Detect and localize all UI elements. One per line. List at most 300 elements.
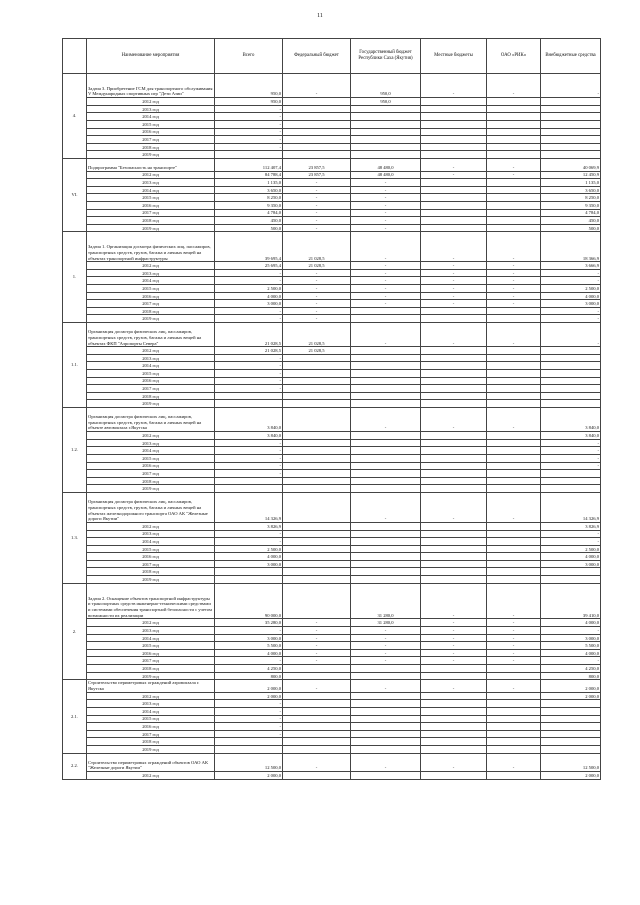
amount-cell: [283, 576, 351, 584]
amount-cell: [487, 377, 541, 385]
year-row: [63, 672, 601, 680]
amount-cell: [351, 113, 421, 121]
year-label: 2017 год: [87, 209, 215, 217]
year-row: [63, 277, 601, 285]
year-row: [63, 771, 601, 779]
year-label: 2013 год: [87, 530, 215, 538]
year-row: [63, 560, 601, 568]
amount-cell: [351, 105, 421, 113]
amount-cell: [421, 136, 487, 144]
amount-cell: 3 826,9: [541, 522, 601, 530]
amount-cell: -: [487, 262, 541, 270]
amount-cell: -: [351, 232, 421, 262]
amount-cell: [283, 432, 351, 440]
year-label: 2012 год: [87, 262, 215, 270]
amount-cell: [215, 738, 283, 746]
amount-cell: [283, 454, 351, 462]
year-label: 2019 год: [87, 315, 215, 323]
year-label: 2012 год: [87, 692, 215, 700]
amount-cell: 5 500,0: [215, 642, 283, 650]
amount-cell: -: [215, 370, 283, 378]
amount-cell: [487, 136, 541, 144]
year-row: [63, 470, 601, 478]
year-label: 2015 год: [87, 715, 215, 723]
amount-cell: [487, 385, 541, 393]
year-row: [63, 105, 601, 113]
amount-cell: 1 135,0: [541, 179, 601, 187]
amount-cell: [487, 392, 541, 400]
year-label: 2018 год: [87, 392, 215, 400]
amount-cell: [421, 700, 487, 708]
amount-cell: [541, 136, 601, 144]
amount-cell: [487, 545, 541, 553]
amount-cell: 4 784,0: [215, 209, 283, 217]
year-label: 2017 год: [87, 657, 215, 665]
table-body: [63, 74, 601, 780]
amount-cell: -: [351, 194, 421, 202]
amount-cell: -: [215, 105, 283, 113]
amount-cell: 3 840,0: [215, 407, 283, 431]
amount-cell: 800,0: [541, 672, 601, 680]
year-row: [63, 209, 601, 217]
table-row: [63, 158, 601, 171]
amount-cell: 21 028,5: [215, 323, 283, 347]
amount-cell: -: [215, 315, 283, 323]
amount-cell: 5 500,0: [541, 642, 601, 650]
amount-cell: -: [351, 269, 421, 277]
year-row: [63, 98, 601, 106]
amount-cell: [421, 217, 487, 225]
year-label: 2019 год: [87, 485, 215, 493]
amount-cell: 9 350,0: [541, 201, 601, 209]
amount-cell: [487, 201, 541, 209]
amount-cell: [421, 347, 487, 355]
amount-cell: 3 840,0: [541, 407, 601, 431]
amount-cell: -: [351, 627, 421, 635]
amount-cell: [421, 377, 487, 385]
amount-cell: [421, 128, 487, 136]
amount-cell: -: [351, 634, 421, 642]
amount-cell: -: [283, 277, 351, 285]
amount-cell: -: [421, 642, 487, 650]
amount-cell: [421, 186, 487, 194]
header-local: Местные бюджеты: [421, 39, 487, 74]
year-row: [63, 315, 601, 323]
year-label: 2018 год: [87, 307, 215, 315]
amount-cell: [283, 151, 351, 159]
amount-cell: -: [351, 285, 421, 293]
amount-cell: [487, 120, 541, 128]
amount-cell: -: [421, 619, 487, 627]
amount-cell: [215, 568, 283, 576]
amount-cell: [283, 98, 351, 106]
year-row: [63, 657, 601, 665]
year-label: 2015 год: [87, 370, 215, 378]
amount-cell: [421, 745, 487, 753]
amount-cell: 48 480,0: [351, 158, 421, 171]
amount-cell: 3 000,0: [541, 560, 601, 568]
year-label: 2017 год: [87, 730, 215, 738]
amount-cell: [421, 143, 487, 151]
amount-cell: [541, 105, 601, 113]
amount-cell: [541, 120, 601, 128]
amount-cell: -: [283, 300, 351, 308]
year-label: 2014 год: [87, 447, 215, 455]
measure-name: Организация досмотра физических лиц, пассажиров, транспортных средств, грузов, багажа и личных вещей на объектах ФКП "Аэропорты Севера": [87, 323, 215, 347]
amount-cell: -: [215, 700, 283, 708]
amount-cell: -: [487, 680, 541, 693]
amount-cell: [487, 98, 541, 106]
year-row: [63, 300, 601, 308]
amount-cell: [487, 672, 541, 680]
amount-cell: [351, 730, 421, 738]
amount-cell: 4 000,0: [215, 553, 283, 561]
year-label: 2019 год: [87, 672, 215, 680]
amount-cell: [487, 738, 541, 746]
amount-cell: -: [421, 680, 487, 693]
amount-cell: 950,0: [351, 74, 421, 98]
amount-cell: [283, 553, 351, 561]
amount-cell: [351, 143, 421, 151]
year-label: 2014 год: [87, 634, 215, 642]
amount-cell: [283, 120, 351, 128]
amount-cell: [421, 672, 487, 680]
amount-cell: [421, 179, 487, 187]
amount-cell: -: [421, 292, 487, 300]
amount-cell: [487, 439, 541, 447]
amount-cell: [487, 485, 541, 493]
amount-cell: 2 500,0: [215, 285, 283, 293]
amount-cell: -: [215, 128, 283, 136]
amount-cell: -: [541, 538, 601, 546]
year-row: [63, 113, 601, 121]
amount-cell: -: [283, 634, 351, 642]
measure-name: Организация досмотра физических лиц, пассажиров, транспортных средств, грузов, багажа и личных вещей на объекте автовокзала г.Якутска: [87, 407, 215, 431]
measure-name: Строительство периметровых ограждений аэровокзала г. Якутска: [87, 680, 215, 693]
amount-cell: [541, 98, 601, 106]
measure-name: Подпрограмма "Безопасность на транспорте": [87, 158, 215, 171]
year-row: [63, 136, 601, 144]
year-row: [63, 307, 601, 315]
amount-cell: [421, 392, 487, 400]
table-row: [63, 407, 601, 431]
row-number: 1.2.: [63, 407, 87, 492]
amount-cell: [283, 560, 351, 568]
year-row: [63, 432, 601, 440]
amount-cell: [351, 568, 421, 576]
amount-cell: [283, 665, 351, 673]
amount-cell: -: [487, 74, 541, 98]
row-number: 4.: [63, 74, 87, 159]
amount-cell: [421, 400, 487, 408]
amount-cell: [351, 560, 421, 568]
amount-cell: -: [215, 385, 283, 393]
amount-cell: [351, 745, 421, 753]
amount-cell: [487, 700, 541, 708]
amount-cell: [351, 771, 421, 779]
amount-cell: 48 480,0: [351, 171, 421, 179]
year-row: [63, 649, 601, 657]
amount-cell: -: [351, 201, 421, 209]
amount-cell: -: [421, 753, 487, 771]
amount-cell: [283, 530, 351, 538]
amount-cell: -: [283, 186, 351, 194]
year-row: [63, 347, 601, 355]
amount-cell: [421, 707, 487, 715]
year-label: 2013 год: [87, 269, 215, 277]
row-number: 2.: [63, 583, 87, 680]
amount-cell: 23 857,5: [283, 158, 351, 171]
amount-cell: -: [283, 285, 351, 293]
amount-cell: [215, 745, 283, 753]
amount-cell: [351, 692, 421, 700]
year-row: [63, 285, 601, 293]
amount-cell: 4 784,0: [541, 209, 601, 217]
amount-cell: -: [351, 642, 421, 650]
amount-cell: -: [215, 627, 283, 635]
amount-cell: [541, 370, 601, 378]
amount-cell: [351, 120, 421, 128]
amount-cell: [541, 128, 601, 136]
amount-cell: [421, 370, 487, 378]
year-label: 2018 год: [87, 665, 215, 673]
amount-cell: -: [487, 158, 541, 171]
amount-cell: -: [487, 627, 541, 635]
measure-name: Задача 3. Приобретение ГСМ для транспортного обслуживания V Международных спортивных игр "Дети Азии": [87, 74, 215, 98]
amount-cell: [421, 568, 487, 576]
amount-cell: -: [541, 269, 601, 277]
amount-cell: [487, 560, 541, 568]
amount-cell: [541, 576, 601, 584]
amount-cell: [541, 477, 601, 485]
amount-cell: -: [487, 323, 541, 347]
amount-cell: 3 840,0: [215, 432, 283, 440]
amount-cell: [487, 209, 541, 217]
amount-cell: -: [283, 292, 351, 300]
amount-cell: 112 407,4: [215, 158, 283, 171]
row-number: 2.1.: [63, 680, 87, 753]
row-number: VI.: [63, 158, 87, 231]
year-row: [63, 354, 601, 362]
amount-cell: [351, 454, 421, 462]
amount-cell: -: [351, 277, 421, 285]
amount-cell: [283, 707, 351, 715]
amount-cell: -: [351, 300, 421, 308]
year-row: [63, 292, 601, 300]
amount-cell: 500,0: [541, 224, 601, 232]
amount-cell: [283, 392, 351, 400]
amount-cell: [351, 707, 421, 715]
amount-cell: [421, 385, 487, 393]
amount-cell: -: [283, 619, 351, 627]
amount-cell: [421, 432, 487, 440]
amount-cell: [487, 553, 541, 561]
amount-cell: [421, 715, 487, 723]
year-label: 2012 год: [87, 347, 215, 355]
amount-cell: [283, 477, 351, 485]
amount-cell: 2 000,0: [541, 680, 601, 693]
amount-cell: [351, 432, 421, 440]
amount-cell: [421, 151, 487, 159]
amount-cell: [215, 477, 283, 485]
amount-cell: 4 000,0: [541, 553, 601, 561]
amount-cell: [351, 439, 421, 447]
amount-cell: [541, 113, 601, 121]
year-label: 2015 год: [87, 545, 215, 553]
amount-cell: -: [283, 269, 351, 277]
amount-cell: 39 695,4: [215, 232, 283, 262]
amount-cell: [421, 560, 487, 568]
amount-cell: -: [487, 634, 541, 642]
amount-cell: [541, 151, 601, 159]
amount-cell: 3 840,0: [541, 432, 601, 440]
amount-cell: [421, 447, 487, 455]
measure-name: Задача 1. Организация досмотра физических лиц, пассажиров, транспортных средств, грузов, багажа и личных вещей на объектах транспортной инфраструктуры: [87, 232, 215, 262]
year-row: [63, 143, 601, 151]
year-label: 2012 год: [87, 522, 215, 530]
year-label: 2018 год: [87, 477, 215, 485]
amount-cell: -: [215, 143, 283, 151]
amount-cell: [421, 307, 487, 315]
year-row: [63, 171, 601, 179]
amount-cell: -: [215, 439, 283, 447]
year-label: 2013 год: [87, 439, 215, 447]
year-label: 2018 год: [87, 738, 215, 746]
amount-cell: [351, 576, 421, 584]
amount-cell: [487, 370, 541, 378]
year-label: 2016 год: [87, 377, 215, 385]
year-label: 2018 год: [87, 217, 215, 225]
amount-cell: [421, 477, 487, 485]
amount-cell: 2 000,0: [215, 771, 283, 779]
amount-cell: [351, 347, 421, 355]
year-row: [63, 370, 601, 378]
amount-cell: -: [421, 158, 487, 171]
amount-cell: -: [351, 179, 421, 187]
header-rik: ОАО «РИК»: [487, 39, 541, 74]
year-label: 2018 год: [87, 143, 215, 151]
amount-cell: 4 000,0: [541, 292, 601, 300]
year-label: 2019 год: [87, 400, 215, 408]
amount-cell: 21 028,5: [215, 347, 283, 355]
amount-cell: [351, 530, 421, 538]
amount-cell: [487, 362, 541, 370]
amount-cell: 25 695,4: [215, 262, 283, 270]
amount-cell: [351, 392, 421, 400]
amount-cell: [351, 665, 421, 673]
year-label: 2014 год: [87, 186, 215, 194]
year-row: [63, 477, 601, 485]
year-label: 2017 год: [87, 136, 215, 144]
amount-cell: [283, 377, 351, 385]
amount-cell: -: [283, 209, 351, 217]
amount-cell: 8 250,0: [541, 194, 601, 202]
year-label: 2019 год: [87, 151, 215, 159]
amount-cell: 21 028,5: [283, 262, 351, 270]
measure-name: Задача 2. Оснащение объектов транспортной инфраструктуры и транспортных средств инженерно-техническими средствами и системами обеспечения транспортной безопасности с учетом возможности их реализации: [87, 583, 215, 619]
amount-cell: [351, 385, 421, 393]
year-row: [63, 377, 601, 385]
amount-cell: 18 366,9: [541, 232, 601, 262]
amount-cell: [421, 576, 487, 584]
amount-cell: [421, 538, 487, 546]
year-label: 2012 год: [87, 171, 215, 179]
amount-cell: -: [421, 407, 487, 431]
amount-cell: [215, 392, 283, 400]
year-row: [63, 462, 601, 470]
amount-cell: [283, 723, 351, 731]
amount-cell: 1 135,0: [215, 179, 283, 187]
amount-cell: -: [487, 300, 541, 308]
year-label: 2014 год: [87, 277, 215, 285]
amount-cell: [283, 105, 351, 113]
amount-cell: [215, 151, 283, 159]
amount-cell: [283, 400, 351, 408]
amount-cell: [541, 143, 601, 151]
amount-cell: -: [541, 277, 601, 285]
amount-cell: 950,0: [215, 98, 283, 106]
amount-cell: -: [215, 730, 283, 738]
amount-cell: [541, 738, 601, 746]
amount-cell: [421, 454, 487, 462]
amount-cell: [541, 707, 601, 715]
amount-cell: -: [421, 634, 487, 642]
year-row: [63, 447, 601, 455]
amount-cell: [351, 315, 421, 323]
amount-cell: [421, 738, 487, 746]
year-row: [63, 723, 601, 731]
amount-cell: [351, 672, 421, 680]
year-label: 2014 год: [87, 362, 215, 370]
amount-cell: 450,0: [541, 217, 601, 225]
amount-cell: -: [487, 277, 541, 285]
amount-cell: [487, 715, 541, 723]
amount-cell: -: [283, 680, 351, 693]
amount-cell: [541, 377, 601, 385]
amount-cell: 2 500,0: [541, 285, 601, 293]
amount-cell: [541, 362, 601, 370]
year-label: 2015 год: [87, 285, 215, 293]
amount-cell: -: [487, 269, 541, 277]
amount-cell: [541, 715, 601, 723]
year-label: 2014 год: [87, 707, 215, 715]
amount-cell: [283, 771, 351, 779]
amount-cell: -: [215, 715, 283, 723]
year-row: [63, 179, 601, 187]
amount-cell: [487, 745, 541, 753]
amount-cell: -: [487, 753, 541, 771]
amount-cell: 2 000,0: [215, 692, 283, 700]
amount-cell: 3 000,0: [215, 300, 283, 308]
amount-cell: [351, 377, 421, 385]
amount-cell: [421, 224, 487, 232]
amount-cell: -: [487, 492, 541, 522]
amount-cell: -: [283, 217, 351, 225]
amount-cell: -: [215, 538, 283, 546]
header-total: Всего: [215, 39, 283, 74]
amount-cell: -: [215, 462, 283, 470]
amount-cell: -: [351, 186, 421, 194]
amount-cell: -: [215, 277, 283, 285]
amount-cell: [421, 98, 487, 106]
amount-cell: 500,0: [215, 224, 283, 232]
amount-cell: 3 000,0: [215, 560, 283, 568]
year-row: [63, 262, 601, 270]
amount-cell: [487, 692, 541, 700]
amount-cell: 9 350,0: [215, 201, 283, 209]
amount-cell: -: [541, 439, 601, 447]
page-number: 11: [317, 13, 323, 19]
